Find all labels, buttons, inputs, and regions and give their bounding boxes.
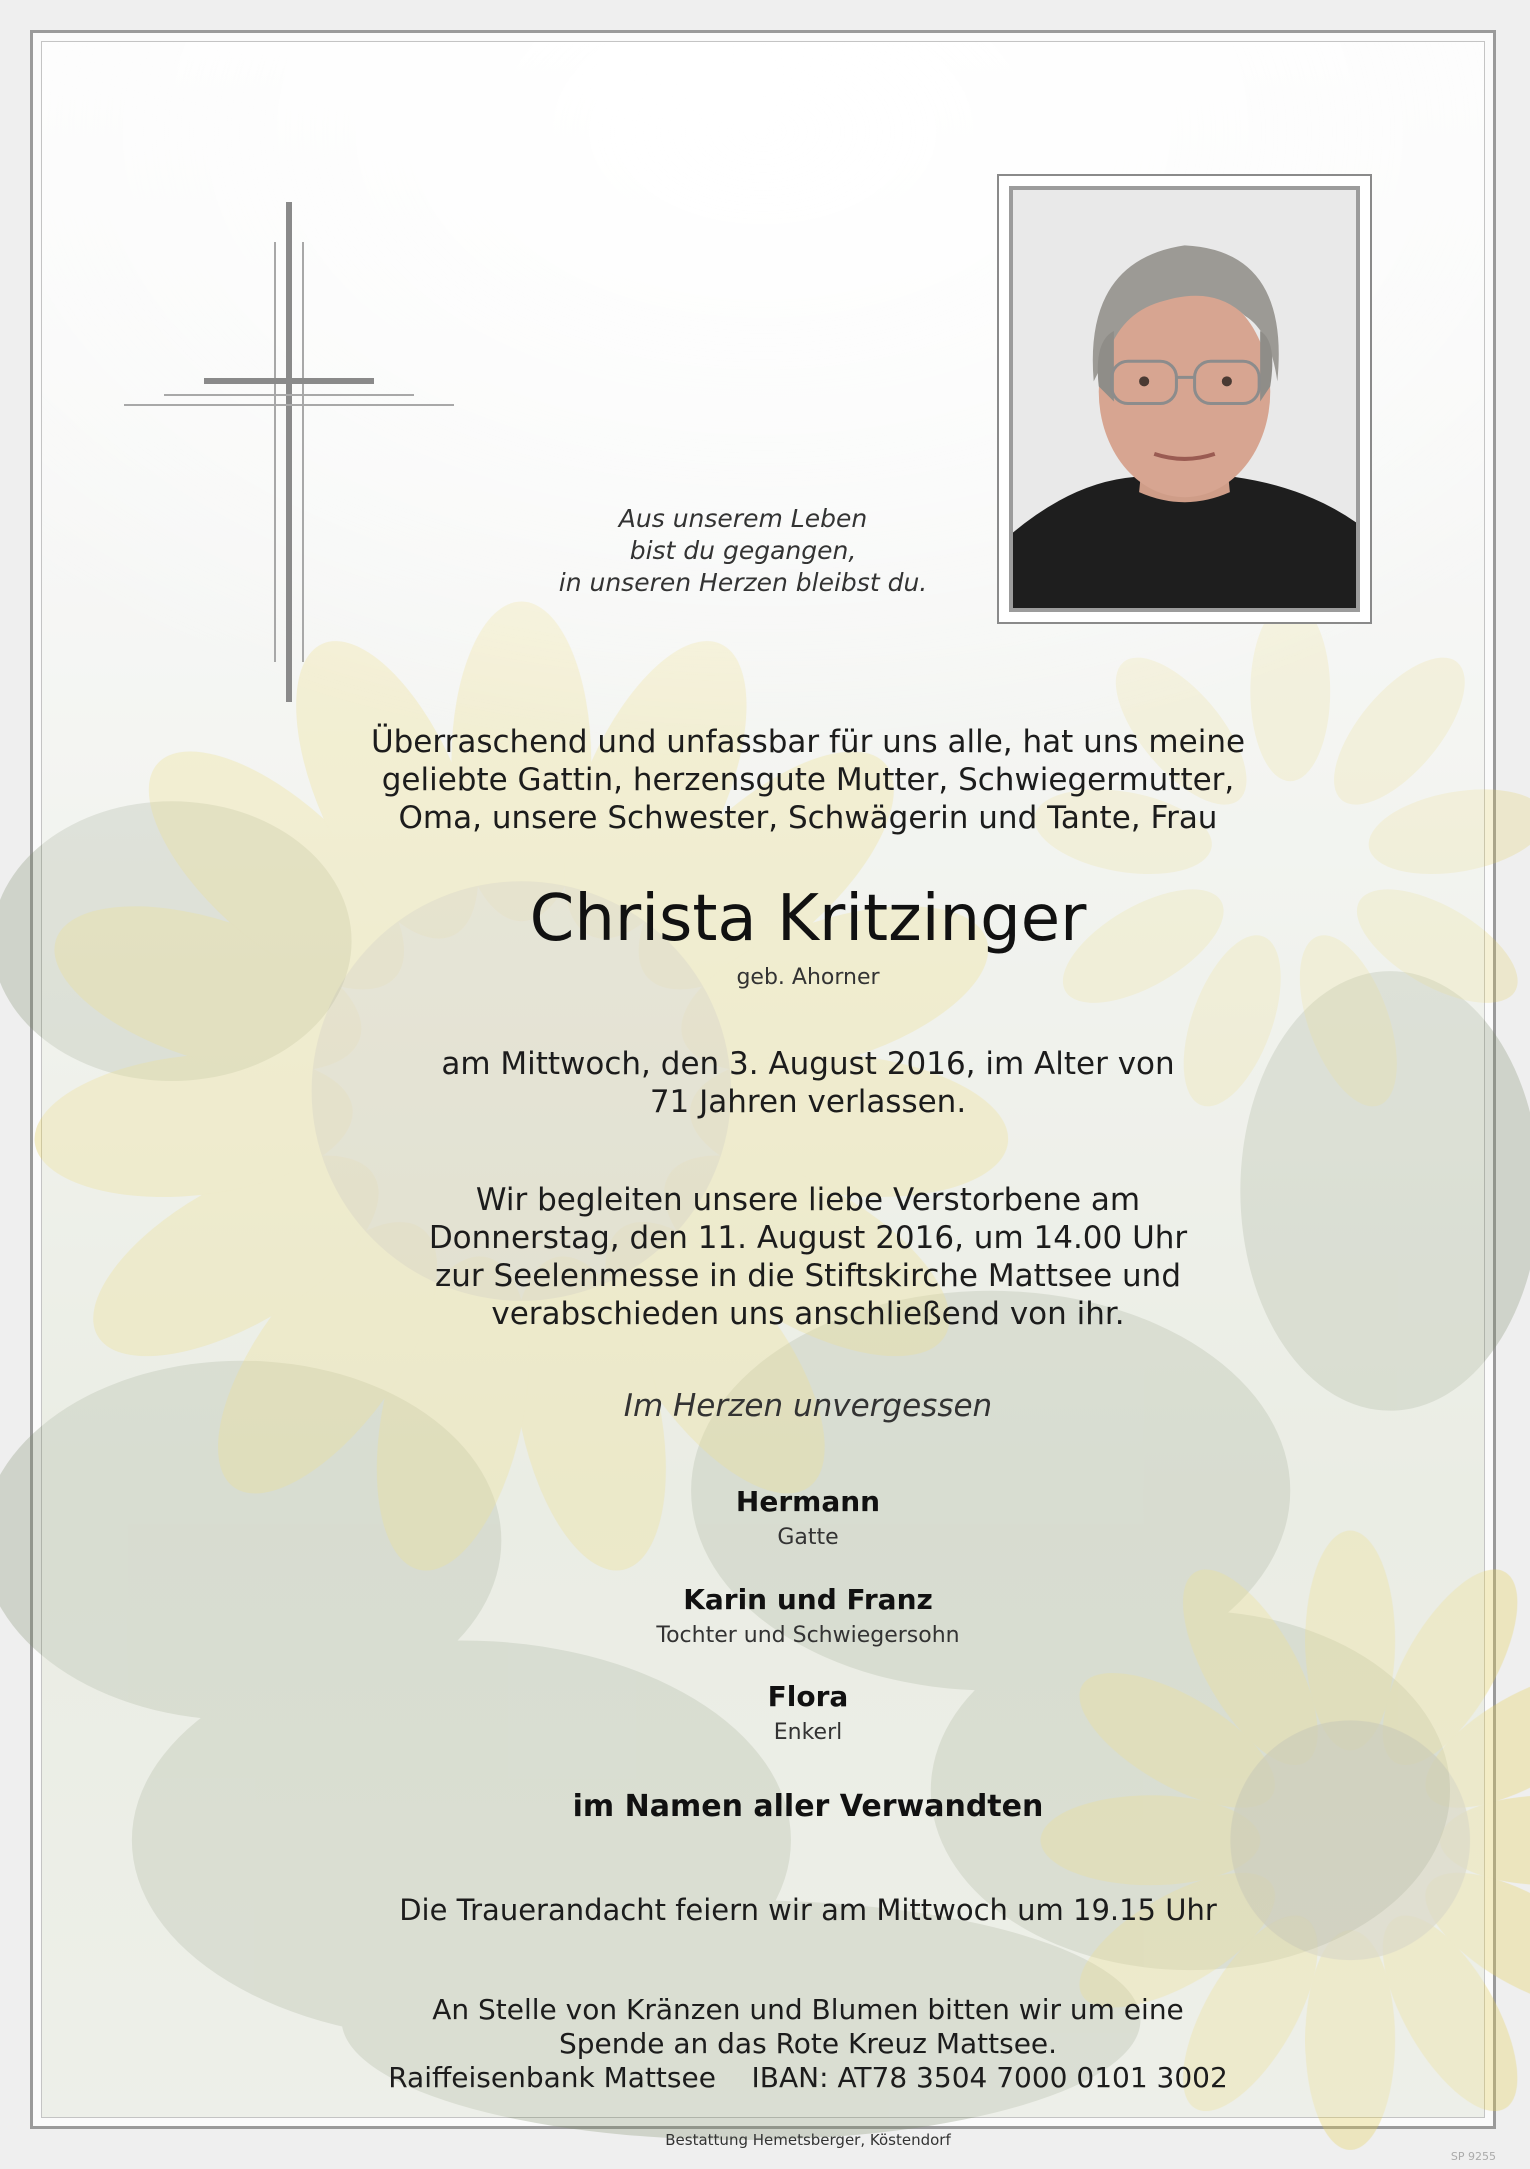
template-code: SP 9255 [1450, 2150, 1496, 2163]
death-line: am Mittwoch, den 3. August 2016, im Alter von [441, 1046, 1175, 1082]
donation-request [333, 1993, 1283, 2095]
mourner-name: Flora [767, 1680, 849, 1713]
quote-line: in unseren Herzen bleibst du. [558, 568, 928, 597]
portrait-frame [997, 174, 1372, 624]
funeral-home: Bestattung Hemetsberger, Köstendorf [665, 2131, 951, 2149]
intro-text [333, 723, 1283, 837]
obituary-card [30, 30, 1496, 2149]
prayer-notice: Die Trauerandacht feiern wir am Mittwoch um 19.15 Uhr [399, 1893, 1217, 1927]
quote-line: Aus unserem Leben [618, 504, 868, 533]
funeral-line: Donnerstag, den 11. August 2016, um 14.00 Uhr [428, 1220, 1188, 1256]
mourner-relation: Tochter und Schwiegersohn [656, 1623, 960, 1648]
intro-line: Oma, unsere Schwester, Schwägerin und Tante, Frau [398, 800, 1218, 836]
all-relatives: im Namen aller Verwandten [572, 1789, 1044, 1824]
donation-line: Raiffeisenbank Mattsee IBAN: AT78 3504 7000 0101 3002 [388, 2061, 1228, 2094]
quote-line: bist du gegangen, [629, 536, 857, 565]
maiden-name: geb. Ahorner [736, 965, 880, 990]
funeral-line: zur Seelenmesse in die Stiftskirche Mattsee und [434, 1258, 1182, 1294]
donation-line: Spende an das Rote Kreuz Mattsee. [558, 2027, 1058, 2060]
portrait-illustration [1013, 190, 1356, 608]
cross-icon [124, 202, 464, 702]
funeral-line: Wir begleiten unsere liebe Verstorbene am [475, 1182, 1141, 1218]
memory-line: Im Herzen unvergessen [623, 1388, 993, 1424]
funeral-info [333, 1181, 1283, 1333]
mourner-name: Karin und Franz [683, 1583, 933, 1616]
portrait-photo [1009, 186, 1360, 612]
mourner-name: Hermann [735, 1485, 881, 1518]
mourner-relation: Enkerl [773, 1720, 843, 1745]
intro-line: geliebte Gattin, herzensgute Mutter, Schwiegermutter, [381, 762, 1235, 798]
funeral-line: verabschieden uns anschließend von ihr. [491, 1296, 1125, 1332]
death-line: 71 Jahren verlassen. [649, 1084, 967, 1120]
death-notice [333, 1045, 1283, 1121]
intro-line: Überraschend und unfassbar für uns alle, hat uns meine [370, 724, 1246, 760]
donation-line: An Stelle von Kränzen und Blumen bitten wir um eine [432, 1993, 1184, 2026]
deceased-name: Christa Kritzinger [529, 882, 1087, 956]
memorial-quote [483, 503, 1003, 599]
mourner-relation: Gatte [777, 1525, 839, 1550]
